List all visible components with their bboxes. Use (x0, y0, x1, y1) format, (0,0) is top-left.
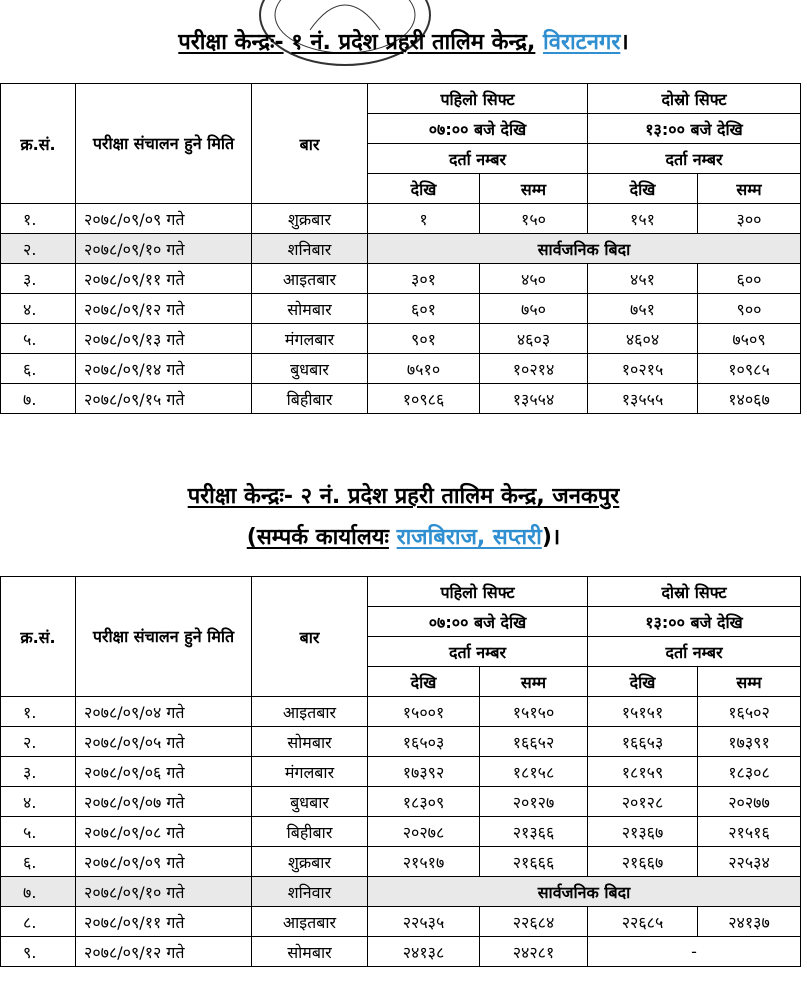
header-first-from: देखि (368, 174, 480, 204)
first-shift-from: २०२७८ (368, 817, 480, 847)
row-day: बिहीबार (252, 817, 368, 847)
row-day: सोमबार (252, 937, 368, 967)
first-shift-from: २१५१७ (368, 847, 480, 877)
header-first-shift-reg: दर्ता नम्बर (368, 637, 588, 667)
first-shift-to: १३५५४ (480, 384, 588, 414)
row-sn: ६. (1, 354, 76, 384)
second-shift-from: १५१ (588, 204, 698, 234)
first-shift-from: २४१३८ (368, 937, 480, 967)
row-sn: ६. (1, 847, 76, 877)
table-row (1, 847, 801, 877)
row-date: २०७८/०९/०६ गते (76, 757, 252, 787)
row-day: बुधबार (252, 787, 368, 817)
table-row (1, 937, 801, 967)
second-shift-to: ९०० (698, 294, 801, 324)
row-date: २०७८/०९/११ गते (76, 264, 252, 294)
row-sn: ९. (1, 937, 76, 967)
header-second-from: देखि (588, 174, 698, 204)
first-shift-to: २१३६६ (480, 817, 588, 847)
exam-schedule-table-1 (0, 83, 801, 414)
centre-1-place: विराटनगर (543, 30, 621, 55)
header-second-to: सम्म (698, 667, 801, 697)
row-day: शुक्रबार (252, 847, 368, 877)
first-shift-to: २४२८१ (480, 937, 588, 967)
second-shift-from: २१६६७ (588, 847, 698, 877)
second-shift-to: १४०६७ (698, 384, 801, 414)
row-day: शुक्रबार (252, 204, 368, 234)
second-shift-to: ७५०९ (698, 324, 801, 354)
first-shift-from: १७३९२ (368, 757, 480, 787)
row-sn: १. (1, 697, 76, 727)
first-shift-from: १६५०३ (368, 727, 480, 757)
row-date: २०७८/०९/०९ गते (76, 204, 252, 234)
holiday-label: सार्वजनिक बिदा (368, 877, 801, 907)
first-shift-to: ४६०३ (480, 324, 588, 354)
row-day: मंगलबार (252, 757, 368, 787)
row-date: २०७८/०९/१० गते (76, 877, 252, 907)
header-exam-date: परीक्षा संचालन हुने मिति (76, 84, 252, 204)
row-sn: ४. (1, 787, 76, 817)
table-row (1, 907, 801, 937)
first-shift-from: ७५१० (368, 354, 480, 384)
row-sn: २. (1, 234, 76, 264)
first-shift-from: १०९८६ (368, 384, 480, 414)
row-day: सोमबार (252, 294, 368, 324)
row-date: २०७८/०९/०८ गते (76, 817, 252, 847)
row-date: २०७८/०९/१२ गते (76, 937, 252, 967)
second-shift-to: १८३०८ (698, 757, 801, 787)
header-second-shift-time: १३:०० बजे देखि (588, 607, 801, 637)
row-date: २०७८/०९/१५ गते (76, 384, 252, 414)
table-row (1, 727, 801, 757)
header-second-from: देखि (588, 667, 698, 697)
first-shift-to: १५० (480, 204, 588, 234)
second-shift-merged: - (588, 937, 801, 967)
row-day: बुधबार (252, 354, 368, 384)
second-shift-from: ४५१ (588, 264, 698, 294)
first-shift-to: २१६६६ (480, 847, 588, 877)
table-row (1, 204, 801, 234)
header-first-from: देखि (368, 667, 480, 697)
row-date: २०७८/०९/१२ गते (76, 294, 252, 324)
row-sn: ५. (1, 324, 76, 354)
second-shift-to: २४१३७ (698, 907, 801, 937)
first-shift-from: १ (368, 204, 480, 234)
second-shift-to: १०९८५ (698, 354, 801, 384)
header-second-shift-time: १३:०० बजे देखि (588, 114, 801, 144)
row-sn: ३. (1, 757, 76, 787)
header-first-to: सम्म (480, 174, 588, 204)
table-row (1, 384, 801, 414)
exam-schedule-table-2 (0, 576, 801, 967)
first-shift-to: ७५० (480, 294, 588, 324)
first-shift-to: १८१५८ (480, 757, 588, 787)
table-row (1, 324, 801, 354)
first-shift-to: २०१२७ (480, 787, 588, 817)
header-sn: क्र.सं. (1, 84, 76, 204)
first-shift-to: २२६८४ (480, 907, 588, 937)
row-date: २०७८/०९/१० गते (76, 234, 252, 264)
first-shift-to: १०२१४ (480, 354, 588, 384)
second-shift-from: १०२१५ (588, 354, 698, 384)
header-exam-date: परीक्षा संचालन हुने मिति (76, 577, 252, 697)
header-second-shift-reg: दर्ता नम्बर (588, 637, 801, 667)
centre-1-title-prefix: परीक्षा केन्द्रः- (178, 30, 284, 55)
second-shift-to: २१५१६ (698, 817, 801, 847)
header-first-shift: पहिलो सिफ्ट (368, 84, 588, 114)
row-day: आइतबार (252, 907, 368, 937)
row-day: शनिबार (252, 234, 368, 264)
second-shift-from: १५१५१ (588, 697, 698, 727)
centre-2-heading (0, 482, 807, 512)
row-day: आइतबार (252, 697, 368, 727)
centre-2-contact-end: )। (541, 525, 561, 550)
table-row (1, 354, 801, 384)
table-row (1, 294, 801, 324)
first-shift-from: ९०१ (368, 324, 480, 354)
table-row (1, 757, 801, 787)
first-shift-to: १५१५० (480, 697, 588, 727)
header-second-to: सम्म (698, 174, 801, 204)
header-sn: क्र.सं. (1, 577, 76, 697)
holiday-row (1, 234, 801, 264)
row-day: आइतबार (252, 264, 368, 294)
second-shift-from: २२६८५ (588, 907, 698, 937)
header-first-shift-time: ०७:०० बजे देखि (368, 114, 588, 144)
second-shift-to: २२५३४ (698, 847, 801, 877)
row-date: २०७८/०९/१४ गते (76, 354, 252, 384)
row-date: २०७८/०९/०५ गते (76, 727, 252, 757)
table-row (1, 264, 801, 294)
table-row (1, 817, 801, 847)
centre-1-title-main: १ नं. प्रदेश प्रहरी तालिम केन्द्र, (291, 30, 536, 55)
header-first-shift-reg: दर्ता नम्बर (368, 144, 588, 174)
first-shift-from: १८३०९ (368, 787, 480, 817)
centre-1-title-end: । (620, 30, 629, 55)
row-day: शनिवार (252, 877, 368, 907)
second-shift-from: १३५५५ (588, 384, 698, 414)
second-shift-from: १६६५३ (588, 727, 698, 757)
centre-2-contact (0, 523, 807, 553)
row-date: २०७८/०९/११ गते (76, 907, 252, 937)
first-shift-from: ६०१ (368, 294, 480, 324)
header-first-to: सम्म (480, 667, 588, 697)
row-sn: ३. (1, 264, 76, 294)
second-shift-to: १७३९१ (698, 727, 801, 757)
row-sn: २. (1, 727, 76, 757)
table-row (1, 697, 801, 727)
row-date: २०७८/०९/०९ गते (76, 847, 252, 877)
row-sn: ७. (1, 384, 76, 414)
centre-2-contact-prefix: (सम्पर्क कार्यालयः (246, 525, 389, 550)
second-shift-from: १८१५९ (588, 757, 698, 787)
second-shift-from: २०१२८ (588, 787, 698, 817)
second-shift-from: २१३६७ (588, 817, 698, 847)
row-date: २०७८/०९/१३ गते (76, 324, 252, 354)
first-shift-from: १५००१ (368, 697, 480, 727)
row-sn: १. (1, 204, 76, 234)
row-sn: ५. (1, 817, 76, 847)
first-shift-to: १६६५२ (480, 727, 588, 757)
first-shift-to: ४५० (480, 264, 588, 294)
row-date: २०७८/०९/०४ गते (76, 697, 252, 727)
header-first-shift-time: ०७:०० बजे देखि (368, 607, 588, 637)
second-shift-to: ६०० (698, 264, 801, 294)
second-shift-to: २०२७७ (698, 787, 801, 817)
second-shift-from: ४६०४ (588, 324, 698, 354)
header-day: बार (252, 84, 368, 204)
row-date: २०७८/०९/०७ गते (76, 787, 252, 817)
first-shift-from: २२५३५ (368, 907, 480, 937)
holiday-row (1, 877, 801, 907)
row-sn: ७. (1, 877, 76, 907)
holiday-label: सार्वजनिक बिदा (368, 234, 801, 264)
first-shift-from: ३०१ (368, 264, 480, 294)
row-day: सोमबार (252, 727, 368, 757)
row-day: मंगलबार (252, 324, 368, 354)
centre-2-title: परीक्षा केन्द्रः- २ नं. प्रदेश प्रहरी तालिम केन्द्र, जनकपुर (187, 484, 620, 509)
header-first-shift: पहिलो सिफ्ट (368, 577, 588, 607)
header-day: बार (252, 577, 368, 697)
centre-2-contact-place: राजबिराज, सप्तरी (396, 525, 542, 550)
table-row (1, 787, 801, 817)
row-day: बिहीबार (252, 384, 368, 414)
row-sn: ८. (1, 907, 76, 937)
row-sn: ४. (1, 294, 76, 324)
second-shift-to: १६५०२ (698, 697, 801, 727)
header-second-shift: दोस्रो सिफ्ट (588, 577, 801, 607)
header-second-shift: दोस्रो सिफ्ट (588, 84, 801, 114)
second-shift-to: ३०० (698, 204, 801, 234)
second-shift-from: ७५१ (588, 294, 698, 324)
centre-1-heading (0, 28, 807, 58)
header-second-shift-reg: दर्ता नम्बर (588, 144, 801, 174)
